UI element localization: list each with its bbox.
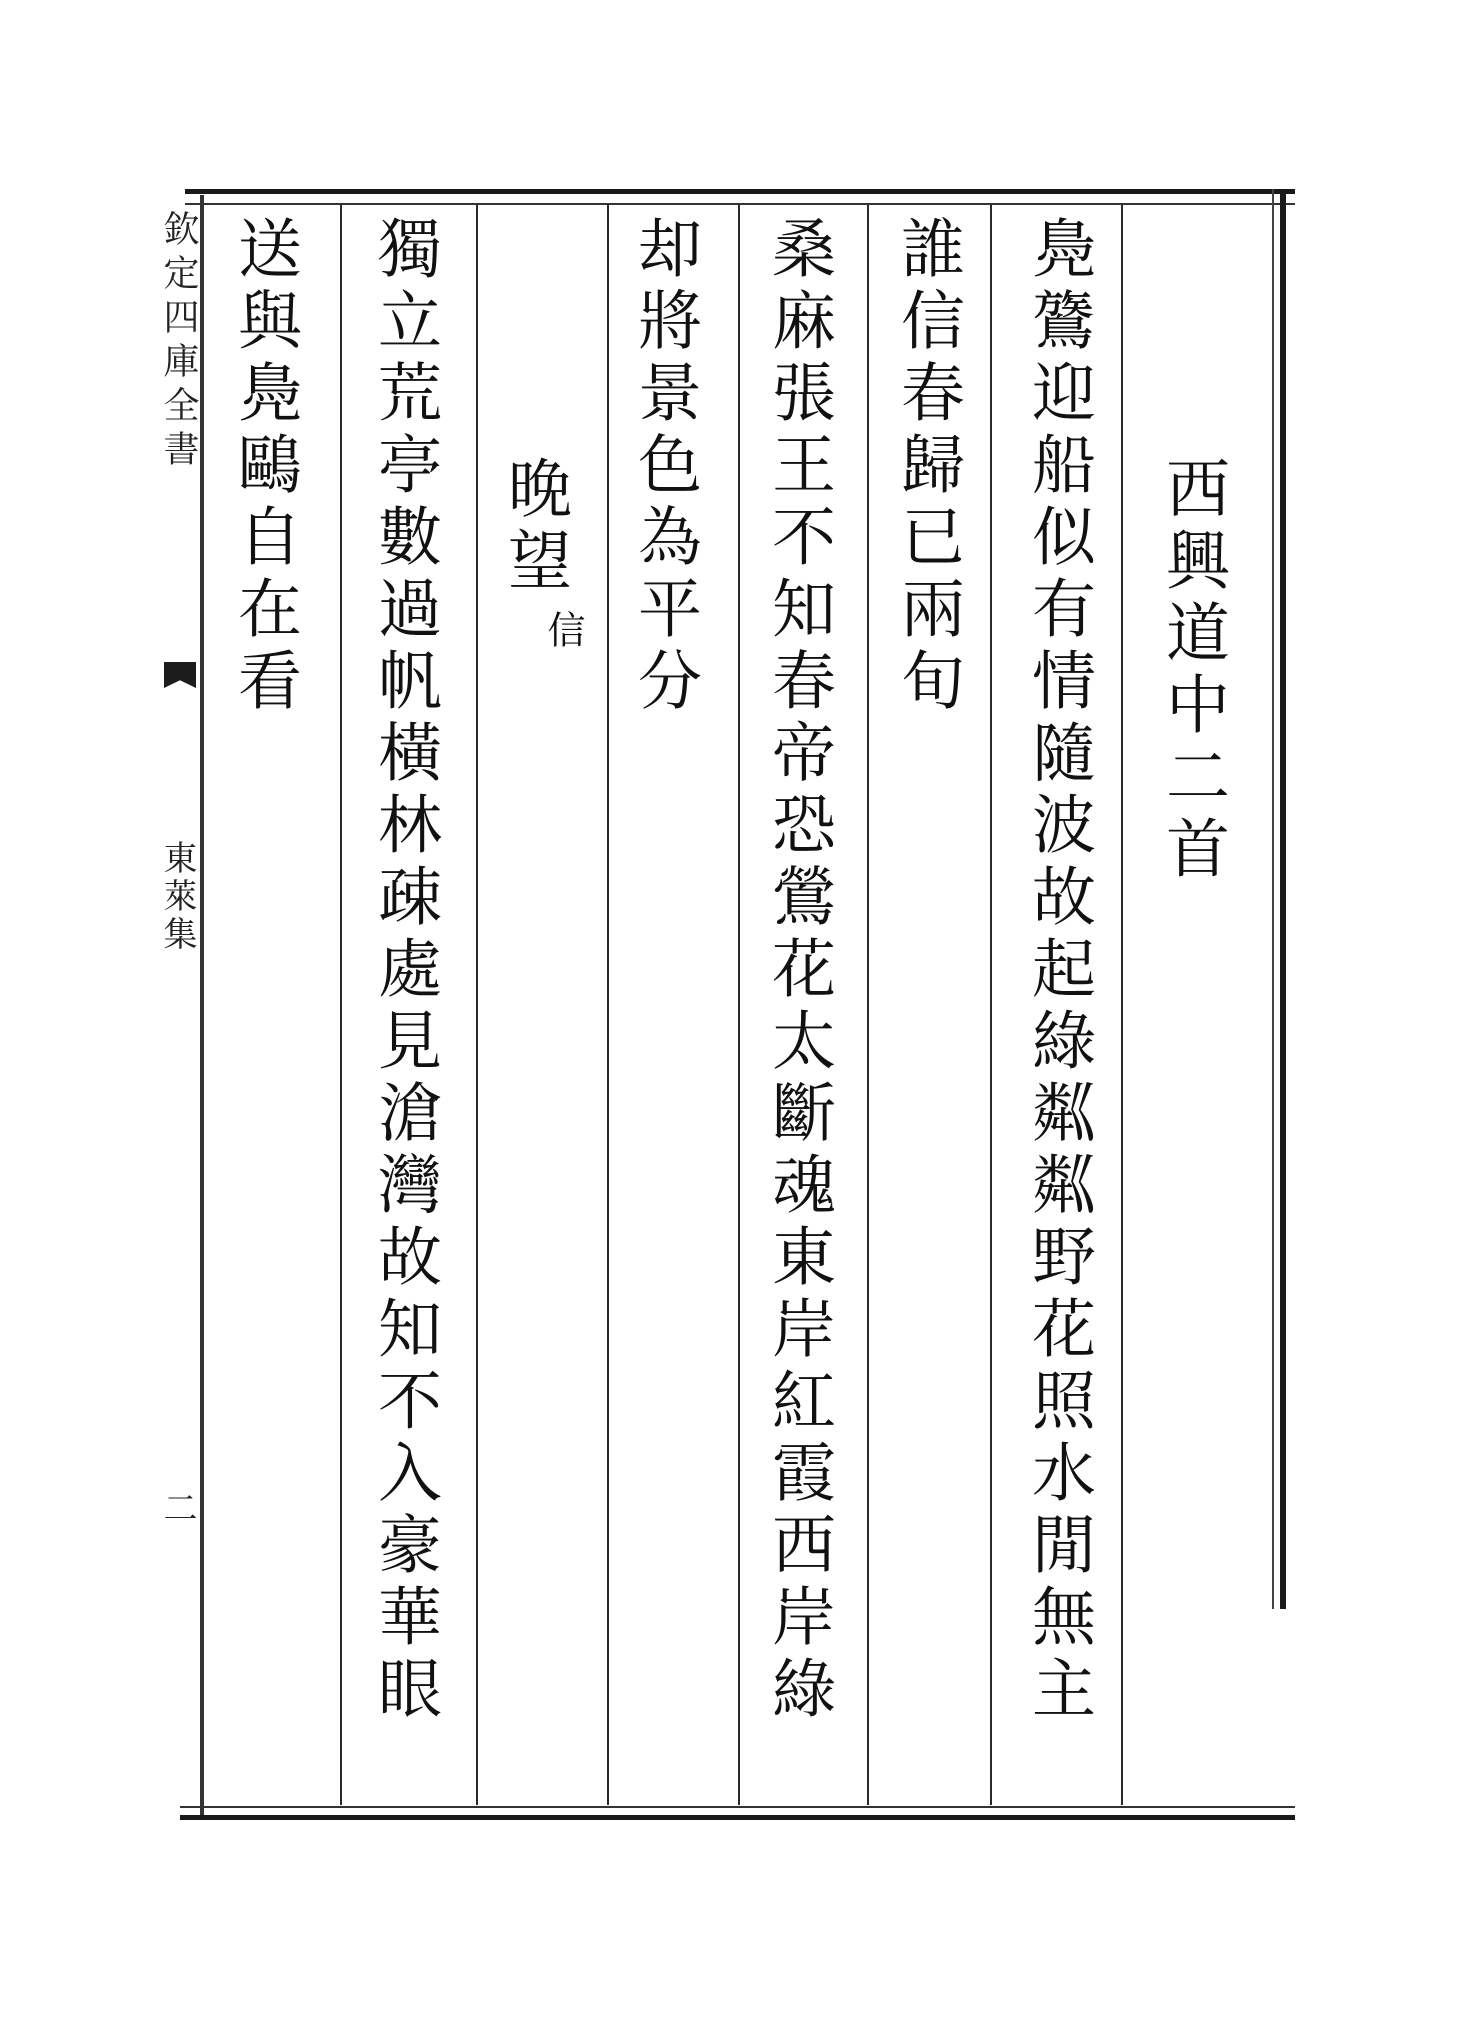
column-rule (867, 205, 869, 1805)
column-rule (1121, 205, 1123, 1805)
spine-page-number: 二 (157, 1490, 197, 1524)
text-column: 却將景色為平分 (627, 215, 701, 719)
fish-tail-mark-icon (164, 662, 196, 688)
text-column: 桑麻張王不知春帝恐鶯花太斷魂東岸紅霞西岸綠 (761, 215, 835, 1727)
text-column: 誰信春歸已兩旬 (890, 215, 964, 719)
frame-left-border (200, 195, 204, 1815)
frame-top-border (185, 189, 1295, 205)
column-rule (607, 205, 609, 1805)
column-rule (476, 205, 478, 1805)
column-rule (340, 205, 342, 1805)
poem-title-column: 晚望 (497, 455, 571, 599)
frame-bottom-border (180, 1806, 1295, 1820)
column-rule (738, 205, 740, 1805)
column-rule (990, 205, 992, 1805)
text-column: 鳧鷟迎船似有情隨波故起綠粼粼野花照水閒無主 (1021, 215, 1095, 1727)
text-column: 送與鳧鷗自在看 (227, 215, 301, 719)
book-spine-margin (157, 190, 200, 1820)
text-column: 獨立荒亭數過帆橫林疎處見滄灣故知不入豪華眼 (367, 215, 441, 1727)
title-note: 信 (541, 610, 585, 650)
spine-book-name: 東萊集 (157, 840, 197, 954)
frame-right-border (1272, 189, 1286, 1609)
spine-title: 欽定四庫全書 (158, 210, 199, 474)
poem-title-column: 西興道中二首 (1155, 455, 1229, 887)
